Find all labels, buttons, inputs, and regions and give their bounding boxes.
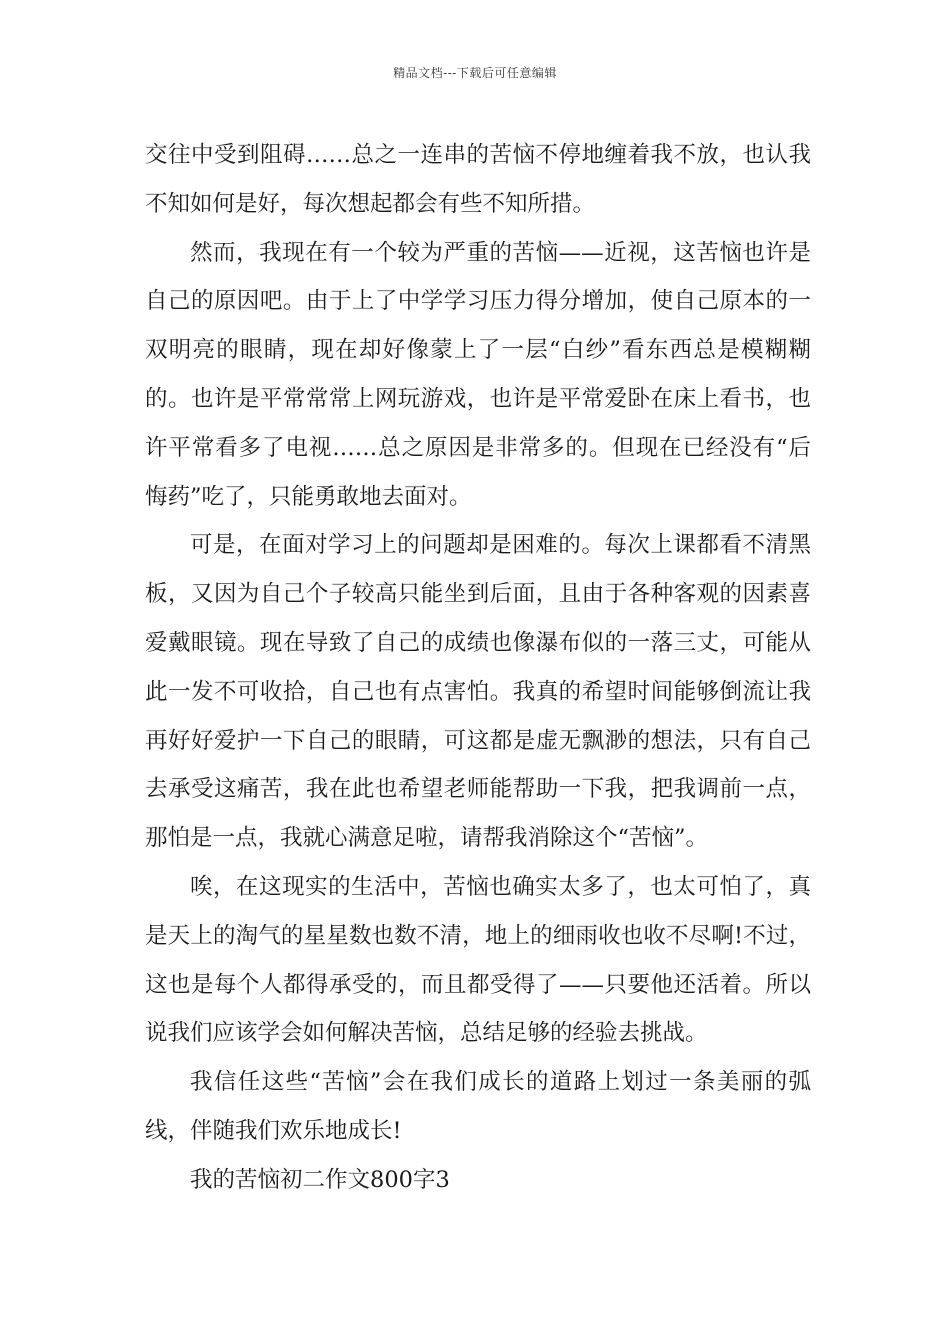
text-line: 再好好爱护一下自己的眼睛，可这都是虚无飘渺的想法，只有自己 — [145, 727, 811, 754]
text-line: 双明亮的眼睛，现在却好像蒙上了一层“白纱”看东西总是模糊糊 — [145, 337, 811, 364]
document-body — [145, 131, 811, 1205]
text-line: 那怕是一点，我就心满意足啦，请帮我消除这个“苦恼”。 — [145, 825, 709, 852]
text-line: 可是，在面对学习上的问题却是困难的。每次上课都看不清黑 — [190, 532, 811, 559]
text-line: 然而，我现在有一个较为严重的苦恼——近视，这苦恼也许是 — [190, 239, 811, 266]
text-line: 自己的原因吧。由于上了中学学习压力得分增加，使自己原本的一 — [145, 288, 811, 315]
text-line: 的。也许是平常常常上网玩游戏，也许是平常爱卧在床上看书，也 — [145, 385, 811, 412]
text-line: 许平常看多了电视……总之原因是非常多的。但现在已经没有“后 — [145, 434, 811, 461]
text-line: 板，又因为自己个子较高只能坐到后面，且由于各种客观的因素喜 — [145, 581, 811, 608]
text-line: 这也是每个人都得承受的，而且都受得了——只要他还活着。所以 — [145, 971, 811, 998]
text-line: 是天上的淘气的星星数也数不清，地上的细雨收也收不尽啊!不过， — [145, 922, 811, 949]
text-line: 此一发不可收拾，自己也有点害怕。我真的希望时间能够倒流让我 — [145, 678, 811, 705]
page-header: 精品文档---下载后可任意编辑 — [393, 66, 557, 80]
text-line: 线，伴随我们欢乐地成长! — [145, 1117, 402, 1144]
text-line: 爱戴眼镜。现在导致了自己的成绩也像瀑布似的一落三丈，可能从 — [145, 629, 811, 656]
text-line: 交往中受到阻碍……总之一连串的苦恼不停地缠着我不放，也认我 — [145, 142, 811, 168]
text-line: 说我们应该学会如何解决苦恼，总结足够的经验去挑战。 — [145, 1020, 708, 1047]
text-line: 不知如何是好，每次想起都会有些不知所措。 — [145, 190, 596, 217]
text-line: 悔药”吃了，只能勇敢地去面对。 — [145, 483, 472, 510]
text-line: 我信任这些“苦恼”会在我们成长的道路上划过一条美丽的弧 — [190, 1069, 811, 1096]
text-line: 去承受这痛苦，我在此也希望老师能帮助一下我，把我调前一点， — [145, 776, 811, 803]
text-line: 唉，在这现实的生活中，苦恼也确实太多了，也太可怕了，真 — [190, 873, 811, 900]
text-line: 我的苦恼初二作文800字3 — [190, 1166, 450, 1193]
